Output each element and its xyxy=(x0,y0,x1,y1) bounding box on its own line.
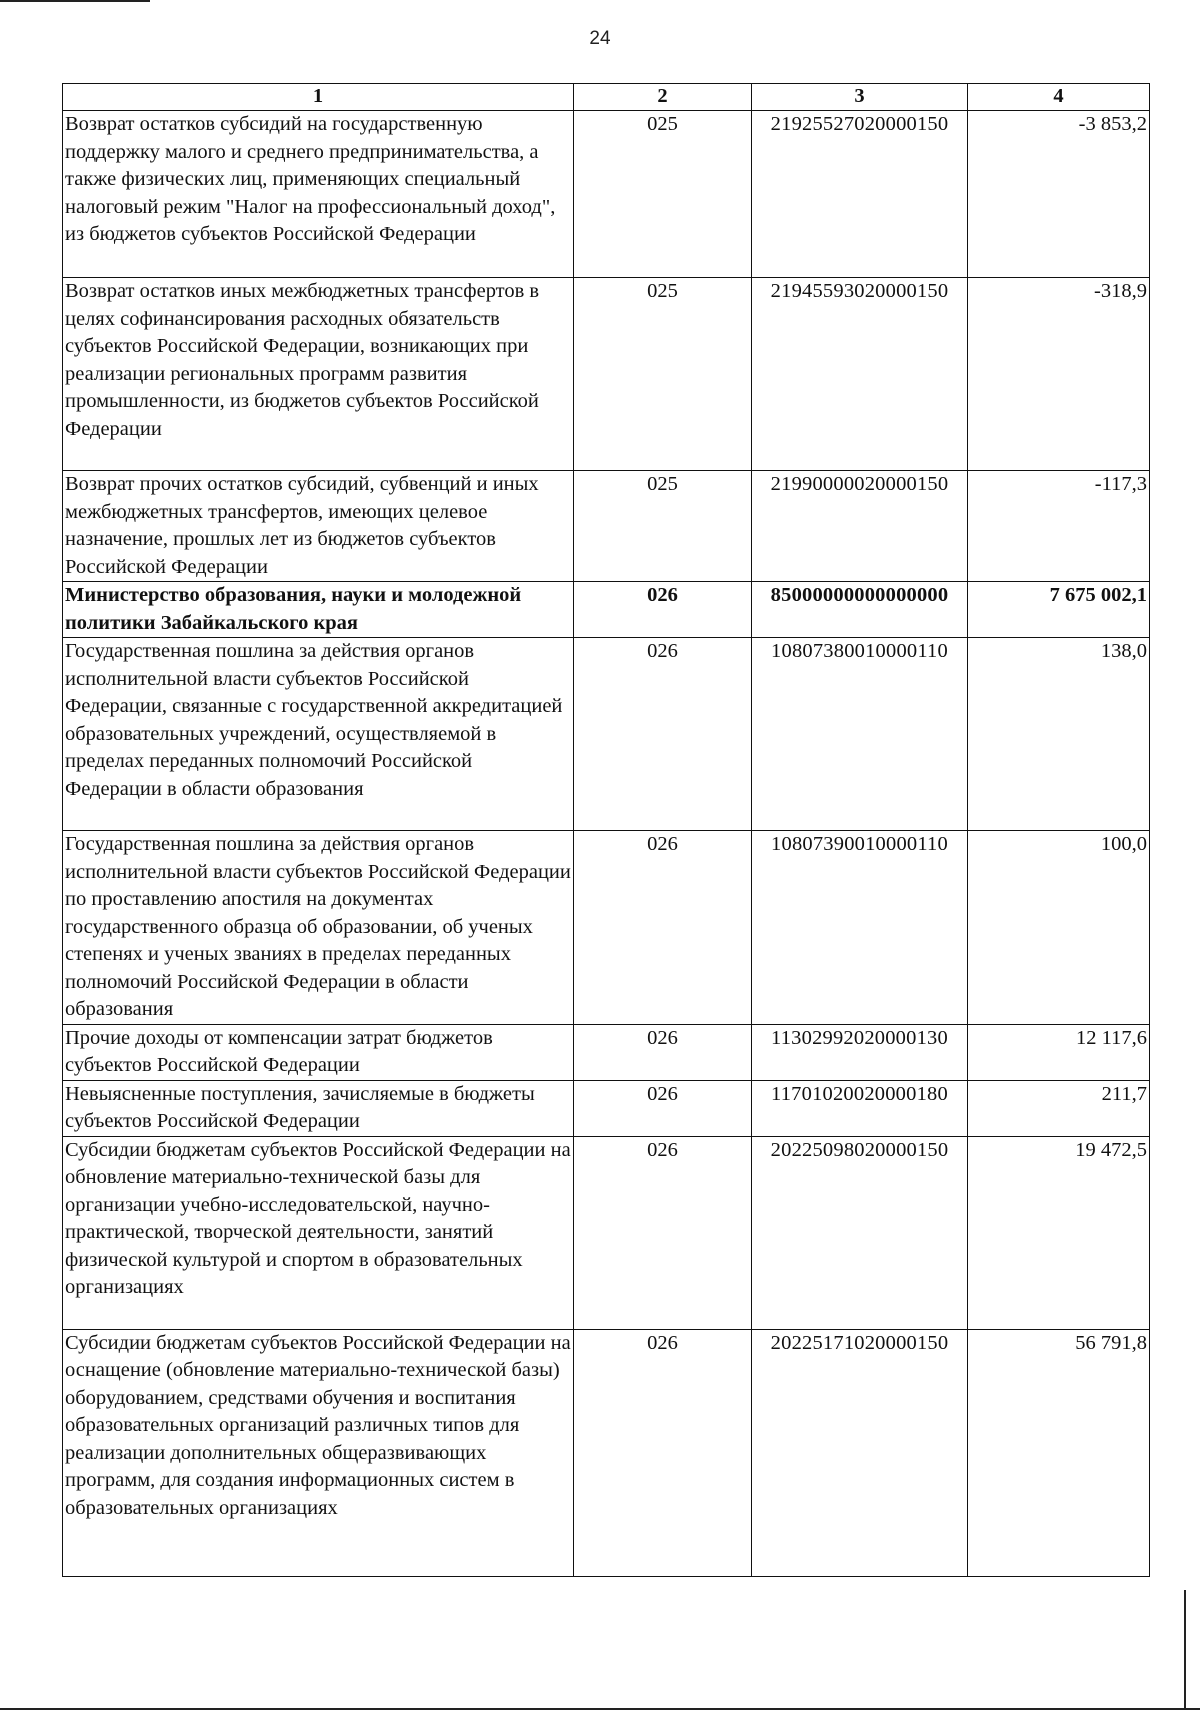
row-name: Возврат прочих остатков субсидий, субвенций и иных межбюджетных трансфертов, имеющих целевое назначение, прошлых лет из бюджетов субъектов Российской Федерации xyxy=(63,471,574,582)
table-row xyxy=(63,278,1150,471)
row-budget-code: 10807380010000110 xyxy=(752,638,968,831)
row-amount: -3 853,2 xyxy=(968,111,1150,278)
column-header-name: 1 xyxy=(63,84,574,111)
row-admin-code: 026 xyxy=(574,638,752,831)
row-budget-code: 21925527020000150 xyxy=(752,111,968,278)
section-header-row xyxy=(63,582,1150,638)
row-admin-code: 026 xyxy=(574,1024,752,1080)
section-budget-code: 85000000000000000 xyxy=(752,582,968,638)
row-name: Государственная пошлина за действия органов исполнительной власти субъектов Российской Федерации, связанные с государственной аккредитацией образовательных учреждений, осуществляемой в пределах переданных полномочий Российской Федерации в области образования xyxy=(63,638,574,831)
table-row xyxy=(63,471,1150,582)
column-header-admin-code: 2 xyxy=(574,84,752,111)
table-row xyxy=(63,111,1150,278)
row-budget-code: 11302992020000130 xyxy=(752,1024,968,1080)
row-name: Невыясненные поступления, зачисляемые в бюджеты субъектов Российской Федерации xyxy=(63,1080,574,1136)
table-row xyxy=(63,638,1150,831)
scan-edge-mark xyxy=(1184,1590,1186,1708)
row-budget-code: 21990000020000150 xyxy=(752,471,968,582)
table-header-row xyxy=(63,84,1150,111)
row-budget-code: 10807390010000110 xyxy=(752,831,968,1025)
row-name: Государственная пошлина за действия органов исполнительной власти субъектов Российской Федерации по проставлению апостиля на документах государственного образца об образовании, об ученых степенях и ученых званиях в пределах переданных полномочий Российской Федерации в области образования xyxy=(63,831,574,1025)
row-amount: 100,0 xyxy=(968,831,1150,1025)
row-name: Субсидии бюджетам субъектов Российской Федерации на обновление материально-технической базы для организации учебно-исследовательской, научно-практической, творческой деятельности, занятий физической культурой и спортом в образовательных организациях xyxy=(63,1136,574,1329)
row-admin-code: 025 xyxy=(574,278,752,471)
row-budget-code: 20225098020000150 xyxy=(752,1136,968,1329)
revenue-table xyxy=(62,83,1150,1577)
row-amount: -318,9 xyxy=(968,278,1150,471)
scan-bottom-edge xyxy=(0,1708,1200,1710)
table-row xyxy=(63,1024,1150,1080)
row-name: Возврат остатков иных межбюджетных трансфертов в целях софинансирования расходных обязательств субъектов Российской Федерации, возникающих при реализации региональных программ развития промышленности, из бюджетов субъектов Российской Федерации xyxy=(63,278,574,471)
section-amount: 7 675 002,1 xyxy=(968,582,1150,638)
row-budget-code: 20225171020000150 xyxy=(752,1329,968,1576)
row-admin-code: 026 xyxy=(574,1136,752,1329)
row-amount: -117,3 xyxy=(968,471,1150,582)
row-amount: 19 472,5 xyxy=(968,1136,1150,1329)
row-name: Прочие доходы от компенсации затрат бюджетов субъектов Российской Федерации xyxy=(63,1024,574,1080)
row-amount: 12 117,6 xyxy=(968,1024,1150,1080)
row-admin-code: 026 xyxy=(574,831,752,1025)
table-row xyxy=(63,1136,1150,1329)
table-row xyxy=(63,1080,1150,1136)
row-admin-code: 025 xyxy=(574,471,752,582)
row-name: Субсидии бюджетам субъектов Российской Федерации на оснащение (обновление материально-технической базы) оборудованием, средствами обучения и воспитания образовательных организаций различных типов для реализации дополнительных общеразвивающих программ, для создания информационных систем в образовательных организациях xyxy=(63,1329,574,1576)
column-header-amount: 4 xyxy=(968,84,1150,111)
column-header-budget-code: 3 xyxy=(752,84,968,111)
row-admin-code: 025 xyxy=(574,111,752,278)
table-row xyxy=(63,1329,1150,1576)
row-budget-code: 21945593020000150 xyxy=(752,278,968,471)
section-admin-code: 026 xyxy=(574,582,752,638)
row-admin-code: 026 xyxy=(574,1329,752,1576)
section-name: Министерство образования, науки и молодежной политики Забайкальского края xyxy=(63,582,574,638)
scan-edge-mark xyxy=(0,0,150,2)
row-amount: 138,0 xyxy=(968,638,1150,831)
row-admin-code: 026 xyxy=(574,1080,752,1136)
table-row xyxy=(63,831,1150,1025)
page-number: 24 xyxy=(589,28,611,49)
row-amount: 211,7 xyxy=(968,1080,1150,1136)
row-amount: 56 791,8 xyxy=(968,1329,1150,1576)
row-budget-code: 11701020020000180 xyxy=(752,1080,968,1136)
row-name: Возврат остатков субсидий на государственную поддержку малого и среднего предпринимательства, а также физических лиц, применяющих специальный налоговый режим "Налог на профессиональный доход", из бюджетов субъектов Российской Федерации xyxy=(63,111,574,278)
